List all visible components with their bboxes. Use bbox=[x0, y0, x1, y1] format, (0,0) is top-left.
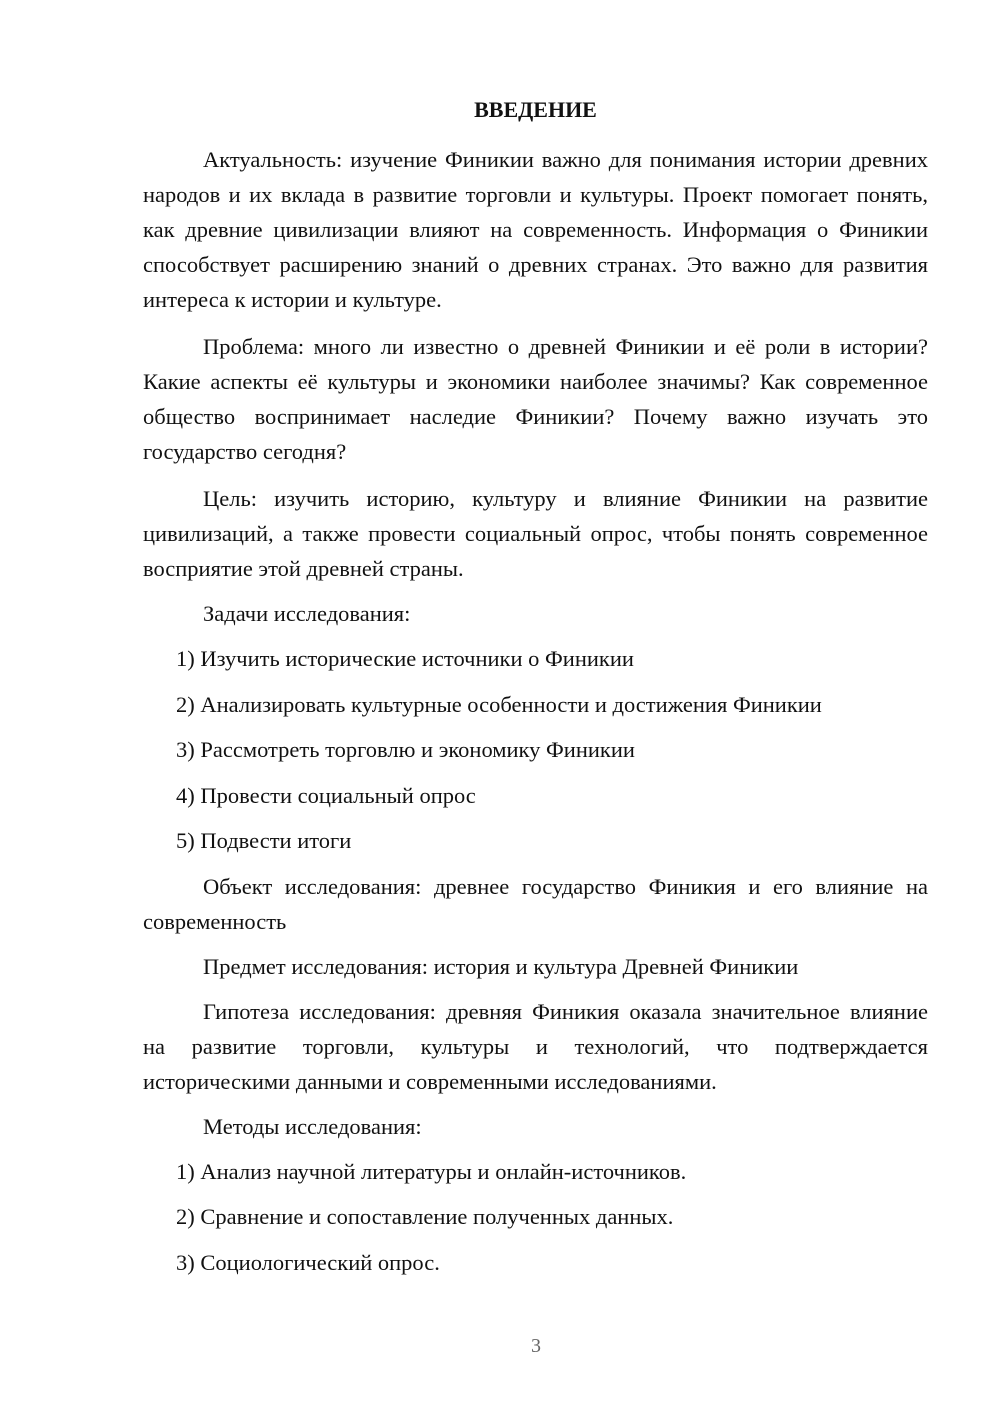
goal-paragraph: Цель: изучить историю, культуру и влияние Финикии на развитие цивилизаций, а также провести социальный опрос, чтобы понять современное восприятие этой древней страны. bbox=[143, 486, 928, 581]
subject-paragraph: Предмет исследования: история и культура Древней Финикии bbox=[203, 953, 799, 979]
object-paragraph: Объект исследования: древнее государство Финикия и его влияние на современность bbox=[143, 873, 928, 934]
methods-heading: Методы исследования: bbox=[203, 1113, 422, 1139]
tasks-heading: Задачи исследования: bbox=[203, 601, 411, 626]
list-item: 2) Сравнение и сопоставление полученных данных. bbox=[176, 1204, 674, 1229]
problem-paragraph: Проблема: много ли известно о древней Финикии и её роли в истории? Какие аспекты её культуры и экономики наиболее значимы? Как современное общество воспринимает наследие Финикии? Почему важно изучать это государство сегодня? bbox=[143, 334, 928, 464]
list-item: 4) Провести социальный опрос bbox=[176, 782, 476, 808]
list-item: 3) Рассмотреть торговлю и экономику Финикии bbox=[176, 737, 635, 762]
list-item: 2) Анализировать культурные особенности и достижения Финикии bbox=[176, 691, 822, 717]
page-body bbox=[143, 142, 928, 1290]
page-number: 3 bbox=[531, 1335, 541, 1357]
relevance-paragraph: Актуальность: изучение Финикии важно для понимания истории древних народов и их вклада в развитие торговли и культуры. Проект помогает понять, как древние цивилизации влияют на современность. Информация о Финикии способствует расширению знаний о древних странах. Это важно для развития интереса к истории и культуре. bbox=[143, 147, 928, 312]
methods-list bbox=[143, 1154, 928, 1280]
list-item: 3) Социологический опрос. bbox=[176, 1249, 440, 1275]
list-item: 1) Изучить исторические источники о Финикии bbox=[176, 646, 634, 671]
page-title: ВВЕДЕНИЕ bbox=[474, 97, 597, 122]
tasks-list bbox=[143, 641, 928, 858]
list-item: 1) Анализ научной литературы и онлайн-источников. bbox=[176, 1158, 687, 1184]
hypothesis-paragraph: Гипотеза исследования: древняя Финикия оказала значительное влияние на развитие торговли, культуры и технологий, что подтверждается историческими данными и современными исследованиями. bbox=[143, 998, 928, 1094]
list-item: 5) Подвести итоги bbox=[176, 828, 352, 853]
